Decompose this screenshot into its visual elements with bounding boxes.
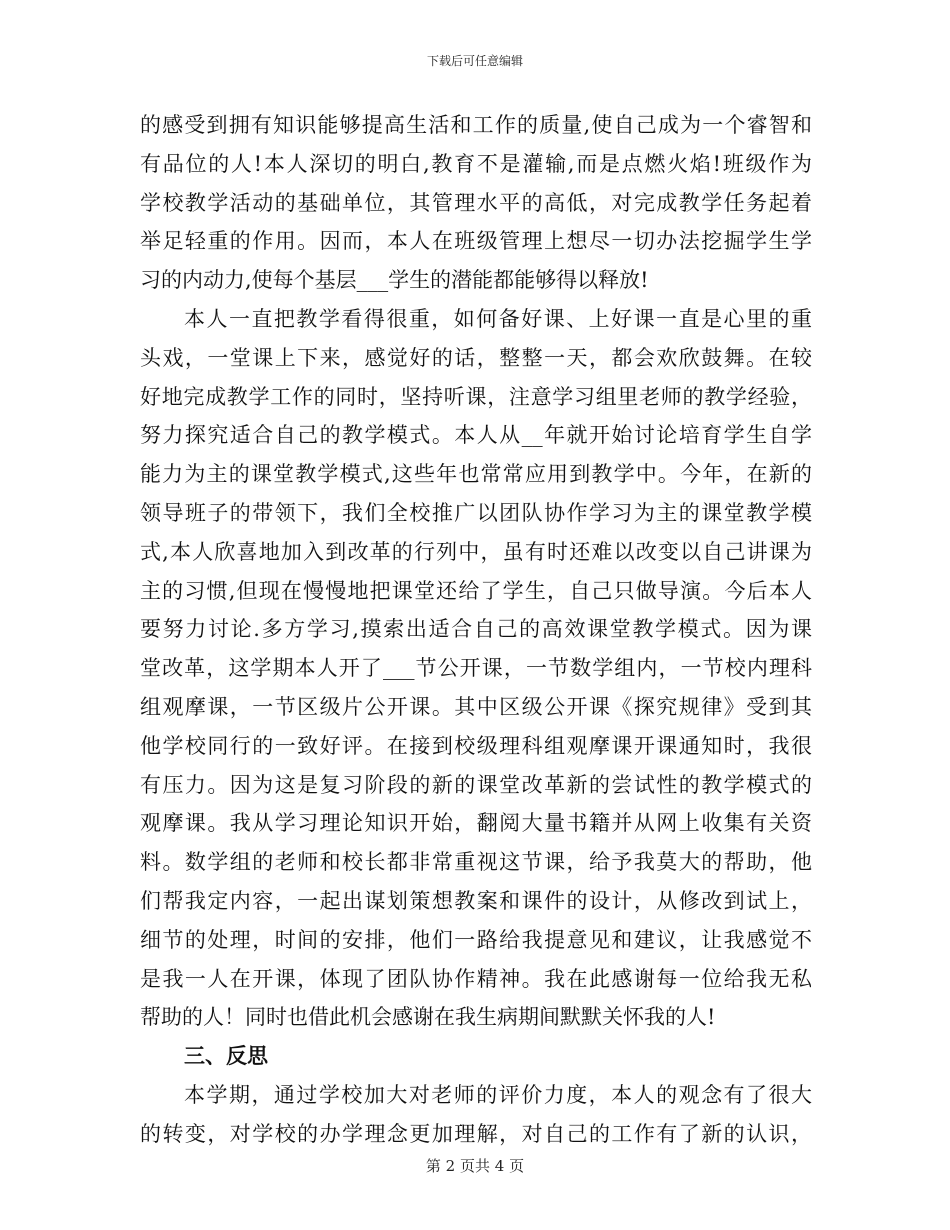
text-line: 努力探究适合自己的教学模式。本人从__年就开始讨论培育学生自学 [140,423,812,448]
document-body [140,106,812,1154]
text-line: 有品位的人!本人深切的明白,教育不是灌输,而是点燃火焰!班级作为 [140,151,812,176]
text-line: 举足轻重的作用。因而，本人在班级管理上想尽一切办法挖掘学生学 [140,229,812,254]
text-line: 他学校同行的一致好评。在接到校级理科组观摩课开课通知时，我很 [140,733,812,758]
text-line: 习的内动力,使每个基层___学生的潜能都能够得以释放! [140,268,649,293]
text-line: 式,本人欣喜地加入到改革的行列中，虽有时还难以改变以自己讲课为 [140,539,812,564]
text-line: 头戏，一堂课上下来，感觉好的话，整整一天，都会欢欣鼓舞。在较 [140,345,812,370]
text-line: 主的习惯,但现在慢慢地把课堂还给了学生，自己只做导演。今后本人 [140,578,812,603]
text-line: 要努力讨论.多方学习,摸索出适合自己的高效课堂教学模式。因为课 [140,617,812,642]
text-line: 能力为主的课堂教学模式,这些年也常常应用到教学中。今年，在新的 [140,462,812,487]
text-line: 的感受到拥有知识能够提高生活和工作的质量,使自己成为一个睿智和 [140,113,812,137]
text-line: 本学期，通过学校加大对老师的评价力度，本人的观念有了很大 [184,1082,812,1107]
text-line: 组观摩课，一节区级片公开课。其中区级公开课《探究规律》受到其 [140,694,812,719]
text-line: 学校教学活动的基础单位，其管理水平的高低，对完成教学任务起着 [140,190,812,215]
page-number: 第 2 页共 4 页 [425,1157,525,1175]
text-line: 细节的处理，时间的安排，他们一路给我提意见和建议，让我感觉不 [140,927,812,952]
text-line: 好地完成教学工作的同时，坚持听课，注意学习组里老师的教学经验， [140,384,812,409]
text-line: 帮助的人！同时也借此机会感谢在我生病期间默默关怀我的人! [140,1005,716,1030]
text-line: 本人一直把教学看得很重，如何备好课、上好课一直是心里的重 [184,306,812,331]
text-line: 的转变，对学校的办学理念更加理解，对自己的工作有了新的认识， [140,1121,812,1146]
section-heading: 三、反思 [184,1043,268,1069]
text-line: 观摩课。我从学习理论知识开始，翻阅大量书籍并从网上收集有关资 [140,811,812,836]
text-line: 领导班子的带领下，我们全校推广以团队协作学习为主的课堂教学模 [140,500,812,525]
text-line: 是我一人在开课，体现了团队协作精神。我在此感谢每一位给我无私 [140,966,812,991]
page-header: 下载后可任意编辑 [426,54,523,68]
text-line: 堂改革，这学期本人开了___节公开课，一节数学组内，一节校内理科 [140,656,812,681]
text-line: 有压力。因为这是复习阶段的新的课堂改革新的尝试性的教学模式的 [140,772,812,797]
text-line: 料。数学组的老师和校长都非常重视这节课，给予我莫大的帮助，他 [140,850,812,875]
text-line: 们帮我定内容，一起出谋划策想教案和课件的设计，从修改到试上， [140,888,812,913]
